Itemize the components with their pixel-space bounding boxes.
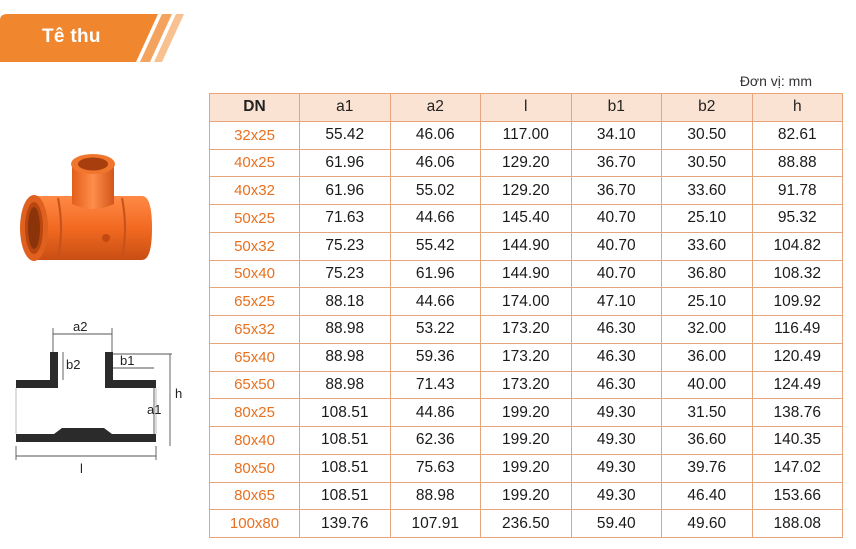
table-row [210,399,843,427]
table-cell-dn: 65x50 [210,371,300,399]
table-cell: 61.96 [300,149,391,177]
table-row [210,343,843,371]
diagram-label-a2: a2 [73,319,88,334]
table-cell: 31.50 [662,399,753,427]
table-row [210,260,843,288]
dimension-diagram [8,318,198,493]
table-cell: 107.91 [390,510,481,538]
table-cell: 44.66 [390,205,481,233]
table-row [210,177,843,205]
table-cell: 36.00 [662,343,753,371]
table-cell: 144.90 [481,232,572,260]
column-header-b2: b2 [662,94,753,122]
table-cell-dn: 50x32 [210,232,300,260]
table-cell: 144.90 [481,260,572,288]
table-cell: 46.30 [571,316,662,344]
table-cell: 95.32 [752,205,843,233]
dimension-table [209,93,843,538]
unit-note: Đơn vị: mm [739,73,812,89]
table-cell: 75.63 [390,454,481,482]
table-cell-dn: 100x80 [210,510,300,538]
column-header-b1: b1 [571,94,662,122]
table-cell: 82.61 [752,121,843,149]
table-cell: 36.80 [662,260,753,288]
table-cell: 71.43 [390,371,481,399]
table-row [210,427,843,455]
table-cell: 61.96 [300,177,391,205]
table-cell: 40.70 [571,232,662,260]
table-cell: 199.20 [481,482,572,510]
table-cell: 46.06 [390,149,481,177]
table-cell: 108.51 [300,454,391,482]
page-title: Tê thu [42,26,101,47]
table-cell: 53.22 [390,316,481,344]
table-cell: 61.96 [390,260,481,288]
table-cell: 33.60 [662,177,753,205]
table-cell: 30.50 [662,121,753,149]
table-cell: 88.88 [752,149,843,177]
table-cell: 46.40 [662,482,753,510]
table-cell: 46.30 [571,343,662,371]
table-cell: 36.70 [571,177,662,205]
table-row [210,454,843,482]
table-cell: 108.32 [752,260,843,288]
table-cell: 44.86 [390,399,481,427]
table-cell: 55.42 [390,232,481,260]
table-cell-dn: 80x50 [210,454,300,482]
diagram-label-l: l [80,461,83,476]
diagram-label-b2: b2 [66,357,81,372]
table-cell: 173.20 [481,316,572,344]
table-cell-dn: 40x25 [210,149,300,177]
table-cell: 44.66 [390,288,481,316]
column-header-l: l [481,94,572,122]
table-cell: 129.20 [481,177,572,205]
table-cell: 173.20 [481,371,572,399]
table-cell: 199.20 [481,454,572,482]
diagram-label-b1: b1 [120,353,135,368]
table-cell: 55.02 [390,177,481,205]
table-cell: 188.08 [752,510,843,538]
table-cell-dn: 40x32 [210,177,300,205]
table-cell: 59.36 [390,343,481,371]
column-header-a2: a2 [390,94,481,122]
table-cell: 39.76 [662,454,753,482]
table-row [210,316,843,344]
table-cell-dn: 32x25 [210,121,300,149]
table-cell: 75.23 [300,232,391,260]
table-cell: 199.20 [481,427,572,455]
diagram-label-h: h [175,386,183,401]
table-cell: 104.82 [752,232,843,260]
table-cell: 40.70 [571,205,662,233]
table-cell: 88.98 [300,343,391,371]
table-cell: 108.51 [300,427,391,455]
table-cell: 34.10 [571,121,662,149]
table-cell: 91.78 [752,177,843,205]
table-cell: 55.42 [300,121,391,149]
table-row [210,121,843,149]
table-row [210,149,843,177]
table-cell-dn: 50x40 [210,260,300,288]
table-cell: 139.76 [300,510,391,538]
table-cell: 147.02 [752,454,843,482]
table-cell: 108.51 [300,399,391,427]
table-cell: 49.60 [662,510,753,538]
table-cell: 25.10 [662,288,753,316]
column-header-dn: DN [210,94,300,122]
table-cell: 46.30 [571,371,662,399]
table-cell: 59.40 [571,510,662,538]
table-cell: 153.66 [752,482,843,510]
table-cell: 32.00 [662,316,753,344]
table-cell: 49.30 [571,482,662,510]
table-cell: 36.60 [662,427,753,455]
table-cell: 129.20 [481,149,572,177]
table-cell: 88.18 [300,288,391,316]
table-cell: 75.23 [300,260,391,288]
table-cell: 108.51 [300,482,391,510]
table-cell-dn: 65x25 [210,288,300,316]
table-row [210,205,843,233]
table-cell: 49.30 [571,454,662,482]
column-header-a1: a1 [300,94,391,122]
table-cell: 145.40 [481,205,572,233]
table-cell-dn: 80x65 [210,482,300,510]
table-cell: 124.49 [752,371,843,399]
table-cell: 117.00 [481,121,572,149]
title-banner [0,14,190,62]
table-cell: 47.10 [571,288,662,316]
table-cell: 25.10 [662,205,753,233]
table-cell: 140.35 [752,427,843,455]
table-cell: 88.98 [300,316,391,344]
table-cell: 49.30 [571,427,662,455]
table-cell-dn: 80x25 [210,399,300,427]
table-cell: 174.00 [481,288,572,316]
table-cell: 199.20 [481,399,572,427]
table-cell: 33.60 [662,232,753,260]
table-cell: 88.98 [300,371,391,399]
table-row [210,371,843,399]
table-cell: 120.49 [752,343,843,371]
table-row [210,232,843,260]
table-cell-dn: 65x32 [210,316,300,344]
table-cell: 71.63 [300,205,391,233]
table-cell: 40.70 [571,260,662,288]
table-cell: 36.70 [571,149,662,177]
table-cell: 109.92 [752,288,843,316]
table-cell: 40.00 [662,371,753,399]
table-row [210,510,843,538]
table-cell-dn: 65x40 [210,343,300,371]
column-header-h: h [752,94,843,122]
diagram-label-a1: a1 [147,402,162,417]
table-cell: 88.98 [390,482,481,510]
table-cell: 116.49 [752,316,843,344]
table-cell: 173.20 [481,343,572,371]
table-row [210,288,843,316]
table-cell: 46.06 [390,121,481,149]
table-cell-dn: 80x40 [210,427,300,455]
table-cell-dn: 50x25 [210,205,300,233]
product-photo [14,140,160,285]
table-body [210,121,843,537]
table-cell: 138.76 [752,399,843,427]
table-cell: 236.50 [481,510,572,538]
table-row [210,482,843,510]
table-cell: 30.50 [662,149,753,177]
table-header-row [210,94,843,122]
table-cell: 62.36 [390,427,481,455]
table-cell: 49.30 [571,399,662,427]
